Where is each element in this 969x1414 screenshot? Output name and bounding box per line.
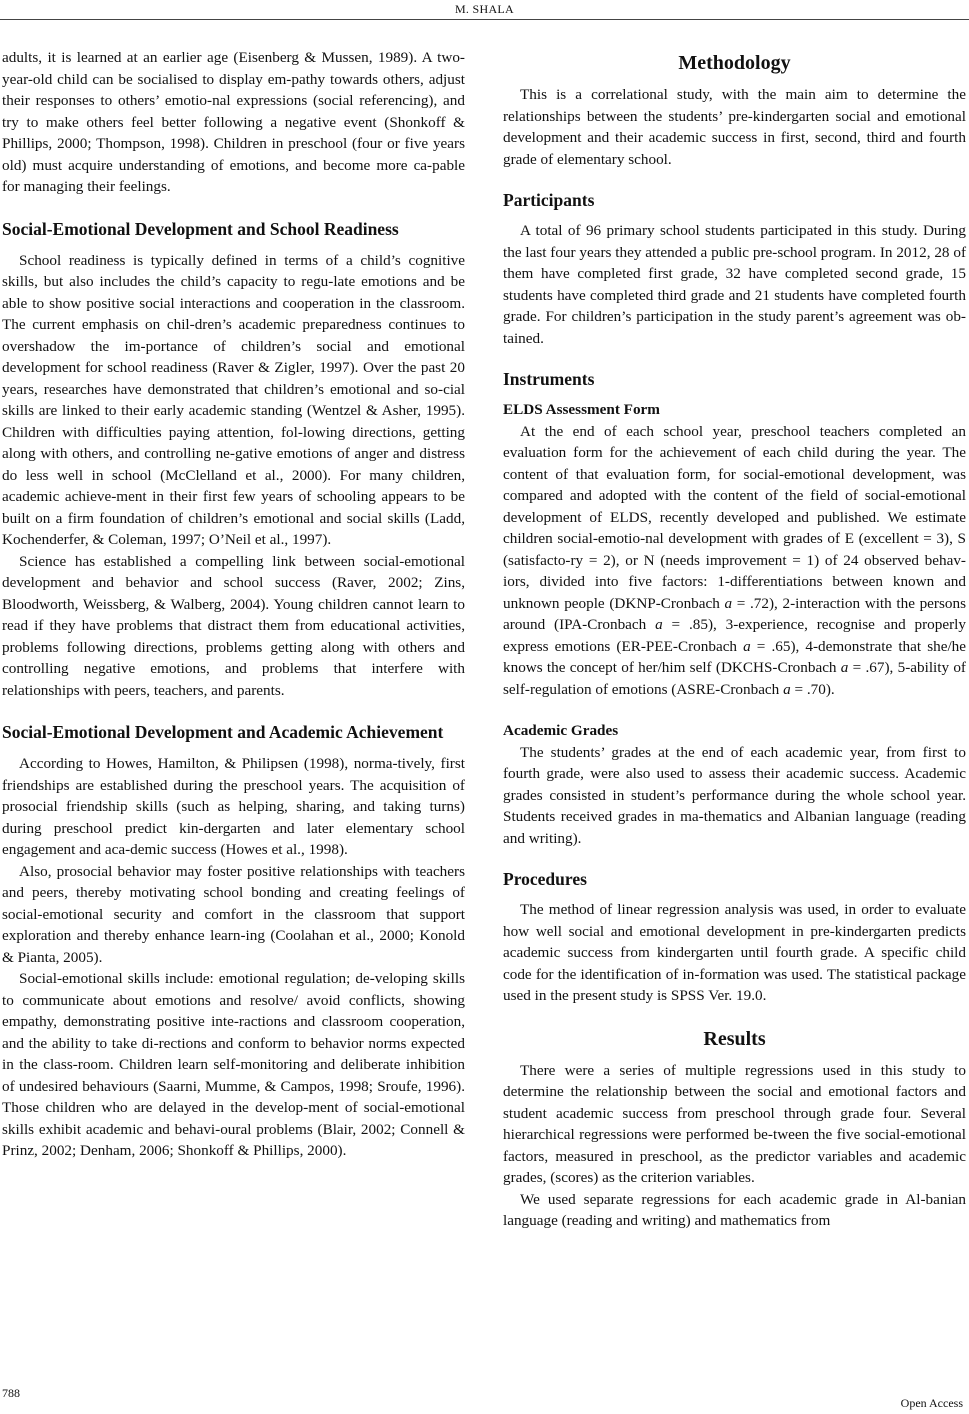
heading-elds-assessment-form: ELDS Assessment Form (503, 401, 660, 418)
heading-participants: Participants (503, 190, 595, 210)
heading-methodology: Methodology (678, 52, 791, 74)
paragraph-social-emotional-skills: Social-emotional skills include: emotional regulation; de-veloping skills to communicate about emotions and resolve/ avoid conflicts, showing empathy, demonstrating positive inte-ractions and classroom cooperation, and the ability to take di-rections and conform to behavior norms expected in the class-room. Children learn self-monitoring and deliberate inhibition of undesired behaviours (Saarni, Mumme, & Campos, 1998; Sroufe, 1996). Those children who are delayed in the develop-ment of social-emotional skills exhibit academic and behavi-oural problems (Blair, 2002; Connell & Prinz, 2002; Denham, 2006; Shonkoff & Phillips, 2000). (2, 970, 465, 1159)
elds-text-3: = .85), 3-experience, recognise and properly express emotions (ER-PEE-Cronbach (503, 616, 966, 655)
header-rule (0, 19, 969, 20)
left-column (2, 47, 465, 1162)
heading-academic-grades: Academic Grades (503, 722, 619, 739)
paragraph-intro-continued: adults, it is learned at an earlier age (Eisenberg & Mussen, 1989). A two-year-old child can be socialised to display em-pathy towards others, adjust their responses to others’ emotio-nal expressions (social referencing), and try to make others feel better following a negative event (Shonkoff & Phillips, 2000; Thompson, 1998). Children in preschool (four or five years old) must acquire understanding of emotions, and become more ca-pable for managing their feelings. (2, 49, 465, 195)
paragraph-prosocial-behavior: Also, prosocial behavior may foster positive relationships with teachers and peers, thereby motivating school bonding and creating feelings of social-emotional security and comfort in the classroom that support exploration and thereby enhance learn-ing (Coolahan et al., 2000; Konold & Pianta, 2005). (2, 862, 465, 966)
paragraph-methodology: This is a correlational study, with the main aim to determine the relationships between the students’ pre-kindergarten social and emotional development and their academic success in first, second, third and fourth grade of elementary school. (503, 86, 966, 168)
footer-open-access: Open Access (900, 1396, 963, 1410)
running-head: M. SHALA (454, 2, 515, 16)
paragraph-results-separate: We used separate regressions for each academic grade in Al-banian language (reading and writing) and mathematics from (503, 1190, 966, 1229)
cronbach-alpha-5: a (783, 680, 791, 698)
heading-instruments: Instruments (503, 369, 595, 389)
heading-school-readiness: Social-Emotional Development and School Readiness (2, 218, 399, 239)
paragraph-science-link: Science has established a compelling link between social-emotional development and behavior and school success (Raver, 2002; Zins, Bloodworth, Weissberg, & Walberg, 2004). Young children cannot learn to read if they have problems that distract them from educational activities, problems following directions, problems getting along with others and controlling negative emotions, and problems that interfere with relationships with peers, teachers, and parents. (2, 552, 465, 699)
cronbach-alpha-2: a (655, 616, 663, 633)
elds-text-6: = .70). (790, 680, 835, 698)
paragraph-results-regressions: There were a series of multiple regressions used in this study to determine the relationship between the social and emotional factors and student academic success from preschool through grade four. Several hierarchical regressions were performed be-tween the five social-emotional factors, measured in preschool, as the predictor variables and academic grades, (scores) as the criterion variables. (503, 1061, 966, 1186)
paragraph-procedures: The method of linear regression analysis was used, in order to evaluate how well social and emotional development in pre-kindergarten predicts academic success from kindergarten until fourth grade. A specific child code for the identification of in-formation was used. The statistical package used in the present study is SPSS Ver. 19.0. (503, 901, 966, 1004)
page-number: 788 (2, 1386, 20, 1400)
heading-results: Results (703, 1027, 766, 1050)
elds-text-2: = .72), 2-interaction with the persons around (IPA-Cronbach (503, 594, 966, 633)
paragraph-elds-assessment (503, 421, 966, 701)
paragraph-school-readiness: School readiness is typically defined in terms of a child’s cognitive skills, but also includes the child’s capacity to regu-late emotions and be able to show positive social interactions and cooperation in the classroom. The current emphasis on chil-dren’s academic preparedness continues to overshadow the im-portance of children’s social and emotional development for school readiness (Raver & Zigler, 1997). Over the past 20 years, researches have demonstrated that children’s emotional and so-cial skills are linked to their early academic standing (Wentzel & Asher, 1995). Children with difficulties paying attention, fol-lowing directions, getting along with others, and controlling ne-gative emotions of anger and distress do less well in school (McClelland et al., 2000). For many children, academic achieve-ment in their first few years of schooling appears to be built on a firm foundation of children’s emotional and social skills (Ladd, Kochenderfer, & Coleman, 1997; O’Neil et al., 1997). (2, 251, 465, 548)
elds-text-1: At the end of each school year, preschool teachers completed an evaluation form for the achievement of each child during the year. The content of that evaluation form, for social-emotional development, was compared and adopted with the content of the field of social-emotional development of ELDS, recently developed and published. We estimate children social-emotio-nal development with grades of E (excellent = 3), S (satisfacto-ry = 2), or N (needs improvement = 1) of 24 observed behav-iors, divided into five factors: 1-differentiations between known and unknown people (DKNP-Cronbach (503, 422, 966, 612)
paragraph-academic-grades: The students’ grades at the end of each academic year, from first to fourth grade, were also used to assess their academic success. Academic grades consisted in student’s performance during the whole school year. Students received grades in ma-thematics and Albanian language (reading and writing). (503, 743, 966, 847)
elds-text-5: = .67), 5-ability of self-regulation of emotions (ASRE-Cronbach (503, 659, 966, 698)
paragraph-participants: A total of 96 primary school students participated in this study. During the last four years they attended a public pre-school program. In 2012, 28 of them have completed first grade, 32 have completed second grade, 15 students have completed third grade and 21 students have completed fourth grade. For children’s participation in the study parent’s agreement was ob-tained. (503, 222, 966, 347)
cronbach-alpha-3: a (743, 637, 751, 655)
paragraph-friendships: According to Howes, Hamilton, & Philipsen (1998), norma-tively, first friendships are established during the preschool years. The acquisition of prosocial friendship skills (such as helping, sharing, and taking turns) during preschool predict kin-dergarten and later elementary school engagement and aca-demic success (Howes et al., 1998). (2, 755, 465, 858)
right-column (503, 47, 966, 1232)
cronbach-alpha-1: a (724, 594, 733, 612)
cronbach-alpha-4: a (840, 659, 849, 676)
heading-academic-achievement: Social-Emotional Development and Academic Achievement (2, 722, 444, 742)
heading-procedures: Procedures (503, 869, 587, 889)
elds-text-4: = .65), 4-demonstrate that she/he knows the concept of her/him self (DKCHS-Cronbach (503, 637, 967, 676)
